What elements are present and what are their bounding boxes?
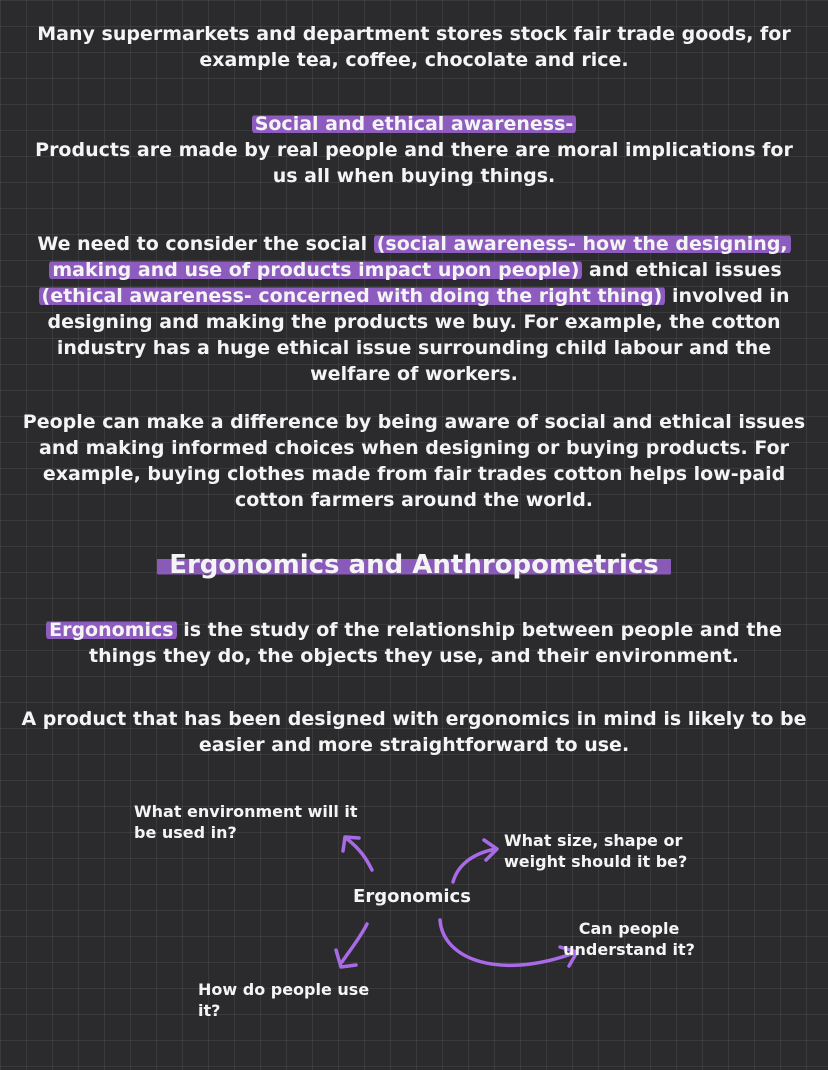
social-ethical-paragraph: Products are made by real people and there are moral implications for us all when buying things. bbox=[35, 139, 793, 187]
ergonomics-design-paragraph: A product that has been designed with ergonomics in mind is likely to be easier and more straightforward to use. bbox=[21, 708, 807, 756]
social-awareness-definition: (social awareness- how the designing, making and use of products impact upon people) bbox=[49, 233, 790, 281]
arrow-use bbox=[342, 924, 367, 962]
ergonomics-term: Ergonomics bbox=[46, 619, 176, 641]
difference-paragraph: People can make a difference by being aware of social and ethical issues and making informed choices when designing or buying products. For example, buying clothes made from fair trades cotton helps low-paid cotton farmers around the world. bbox=[22, 411, 806, 511]
social-ethical-heading-text: Social and ethical awareness- bbox=[252, 113, 577, 135]
consider-text-e: involved in designing and making the products we buy. For example, the cotton industry has a huge ethical issue surrounding child labour and the welfare of workers. bbox=[47, 285, 790, 385]
diagram-use-label: How do people use it? bbox=[198, 980, 370, 1020]
diagram-understand-label: Can people understand it? bbox=[563, 919, 695, 959]
ergonomics-definition-text: is the study of the relationship between people and the things they do, the objects they use, and their environment. bbox=[89, 619, 782, 667]
consider-text-a: We need to consider the social bbox=[37, 233, 374, 255]
diagram-center-label: Ergonomics bbox=[353, 886, 471, 907]
fair-trade-paragraph: Many supermarkets and department stores stock fair trade goods, for example tea, coffee, chocolate and rice. bbox=[37, 23, 791, 71]
arrow-size bbox=[453, 849, 496, 882]
section-heading-text: Ergonomics and Anthropometrics bbox=[157, 550, 671, 580]
ethical-awareness-definition: (ethical awareness- concerned with doing the right thing) bbox=[39, 285, 666, 307]
diagram-size-label: What size, shape or weight should it be? bbox=[504, 831, 688, 871]
consider-text-c: and ethical issues bbox=[582, 259, 782, 281]
diagram-environment-label: What environment will it be used in? bbox=[134, 802, 358, 842]
